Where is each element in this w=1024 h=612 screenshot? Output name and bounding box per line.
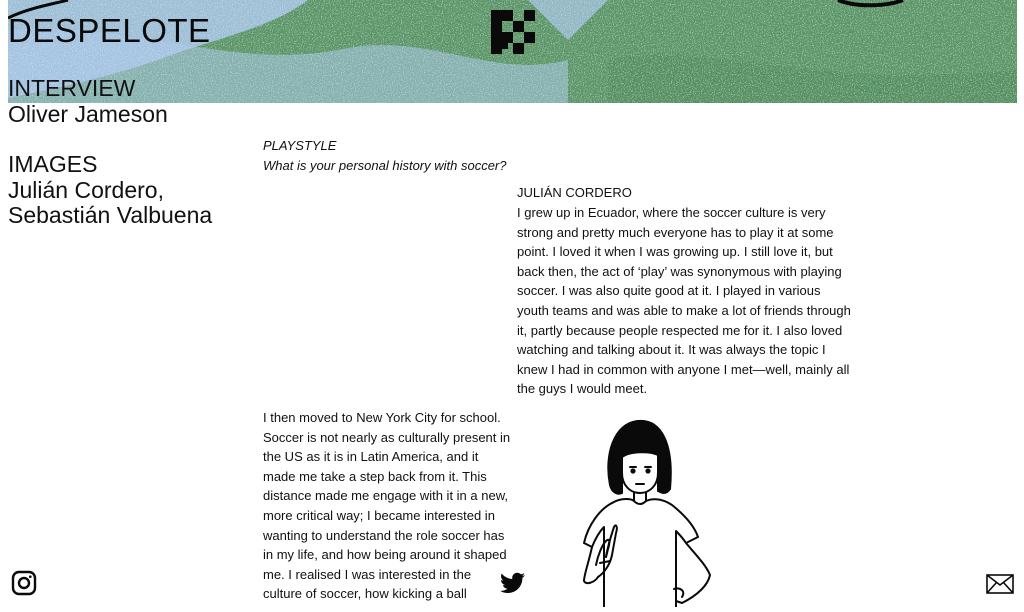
site-title[interactable]: DESPELOTE	[8, 12, 211, 49]
interview-label: INTERVIEW	[8, 75, 136, 101]
twitter-icon[interactable]	[500, 572, 525, 594]
interview-question: What is your personal history with soccer?	[263, 158, 507, 173]
section-tag: PLAYSTYLE	[263, 138, 337, 153]
mail-icon[interactable]	[986, 574, 1014, 594]
character-illustration	[570, 415, 730, 607]
image-credit: Julián Cordero,	[8, 176, 164, 203]
images-label: IMAGES	[8, 151, 98, 177]
instagram-icon[interactable]	[11, 570, 37, 596]
checker-logo-icon[interactable]	[491, 10, 535, 54]
speaker-name: JULIÁN CORDERO	[517, 185, 632, 200]
credits-block	[8, 76, 212, 229]
answer-paragraph: I then moved to New York City for school. Soccer is not nearly as culturally present in the US as it is in Latin America, and it made me take a step back from it. This distance made me engage with it in a new, more critical way; I became interested in wanting to understand the role soccer has in my life, and how being around it shaped me. I realised I was interested in the culture of soccer, how kicking a ball	[263, 410, 511, 602]
image-credit: Sebastián Valbuena	[8, 202, 213, 228]
interviewer-name: Oliver Jameson	[8, 100, 168, 127]
answer-paragraph: I grew up in Ecuador, where the soccer culture is very strong and pretty much everyone has to play it at some point. I loved it when I was growing up. I still love it, but back then, the act of ‘play’ was synonymous with playing soccer. I was also quite good at it. I played in various youth teams and was able to make a lot of friends through it, partly because people respected me for it. I also loved watching and talking about it. It was always the topic I knew I had in common with anyone I met—well, mainly all the guys I would meet.	[517, 205, 851, 397]
